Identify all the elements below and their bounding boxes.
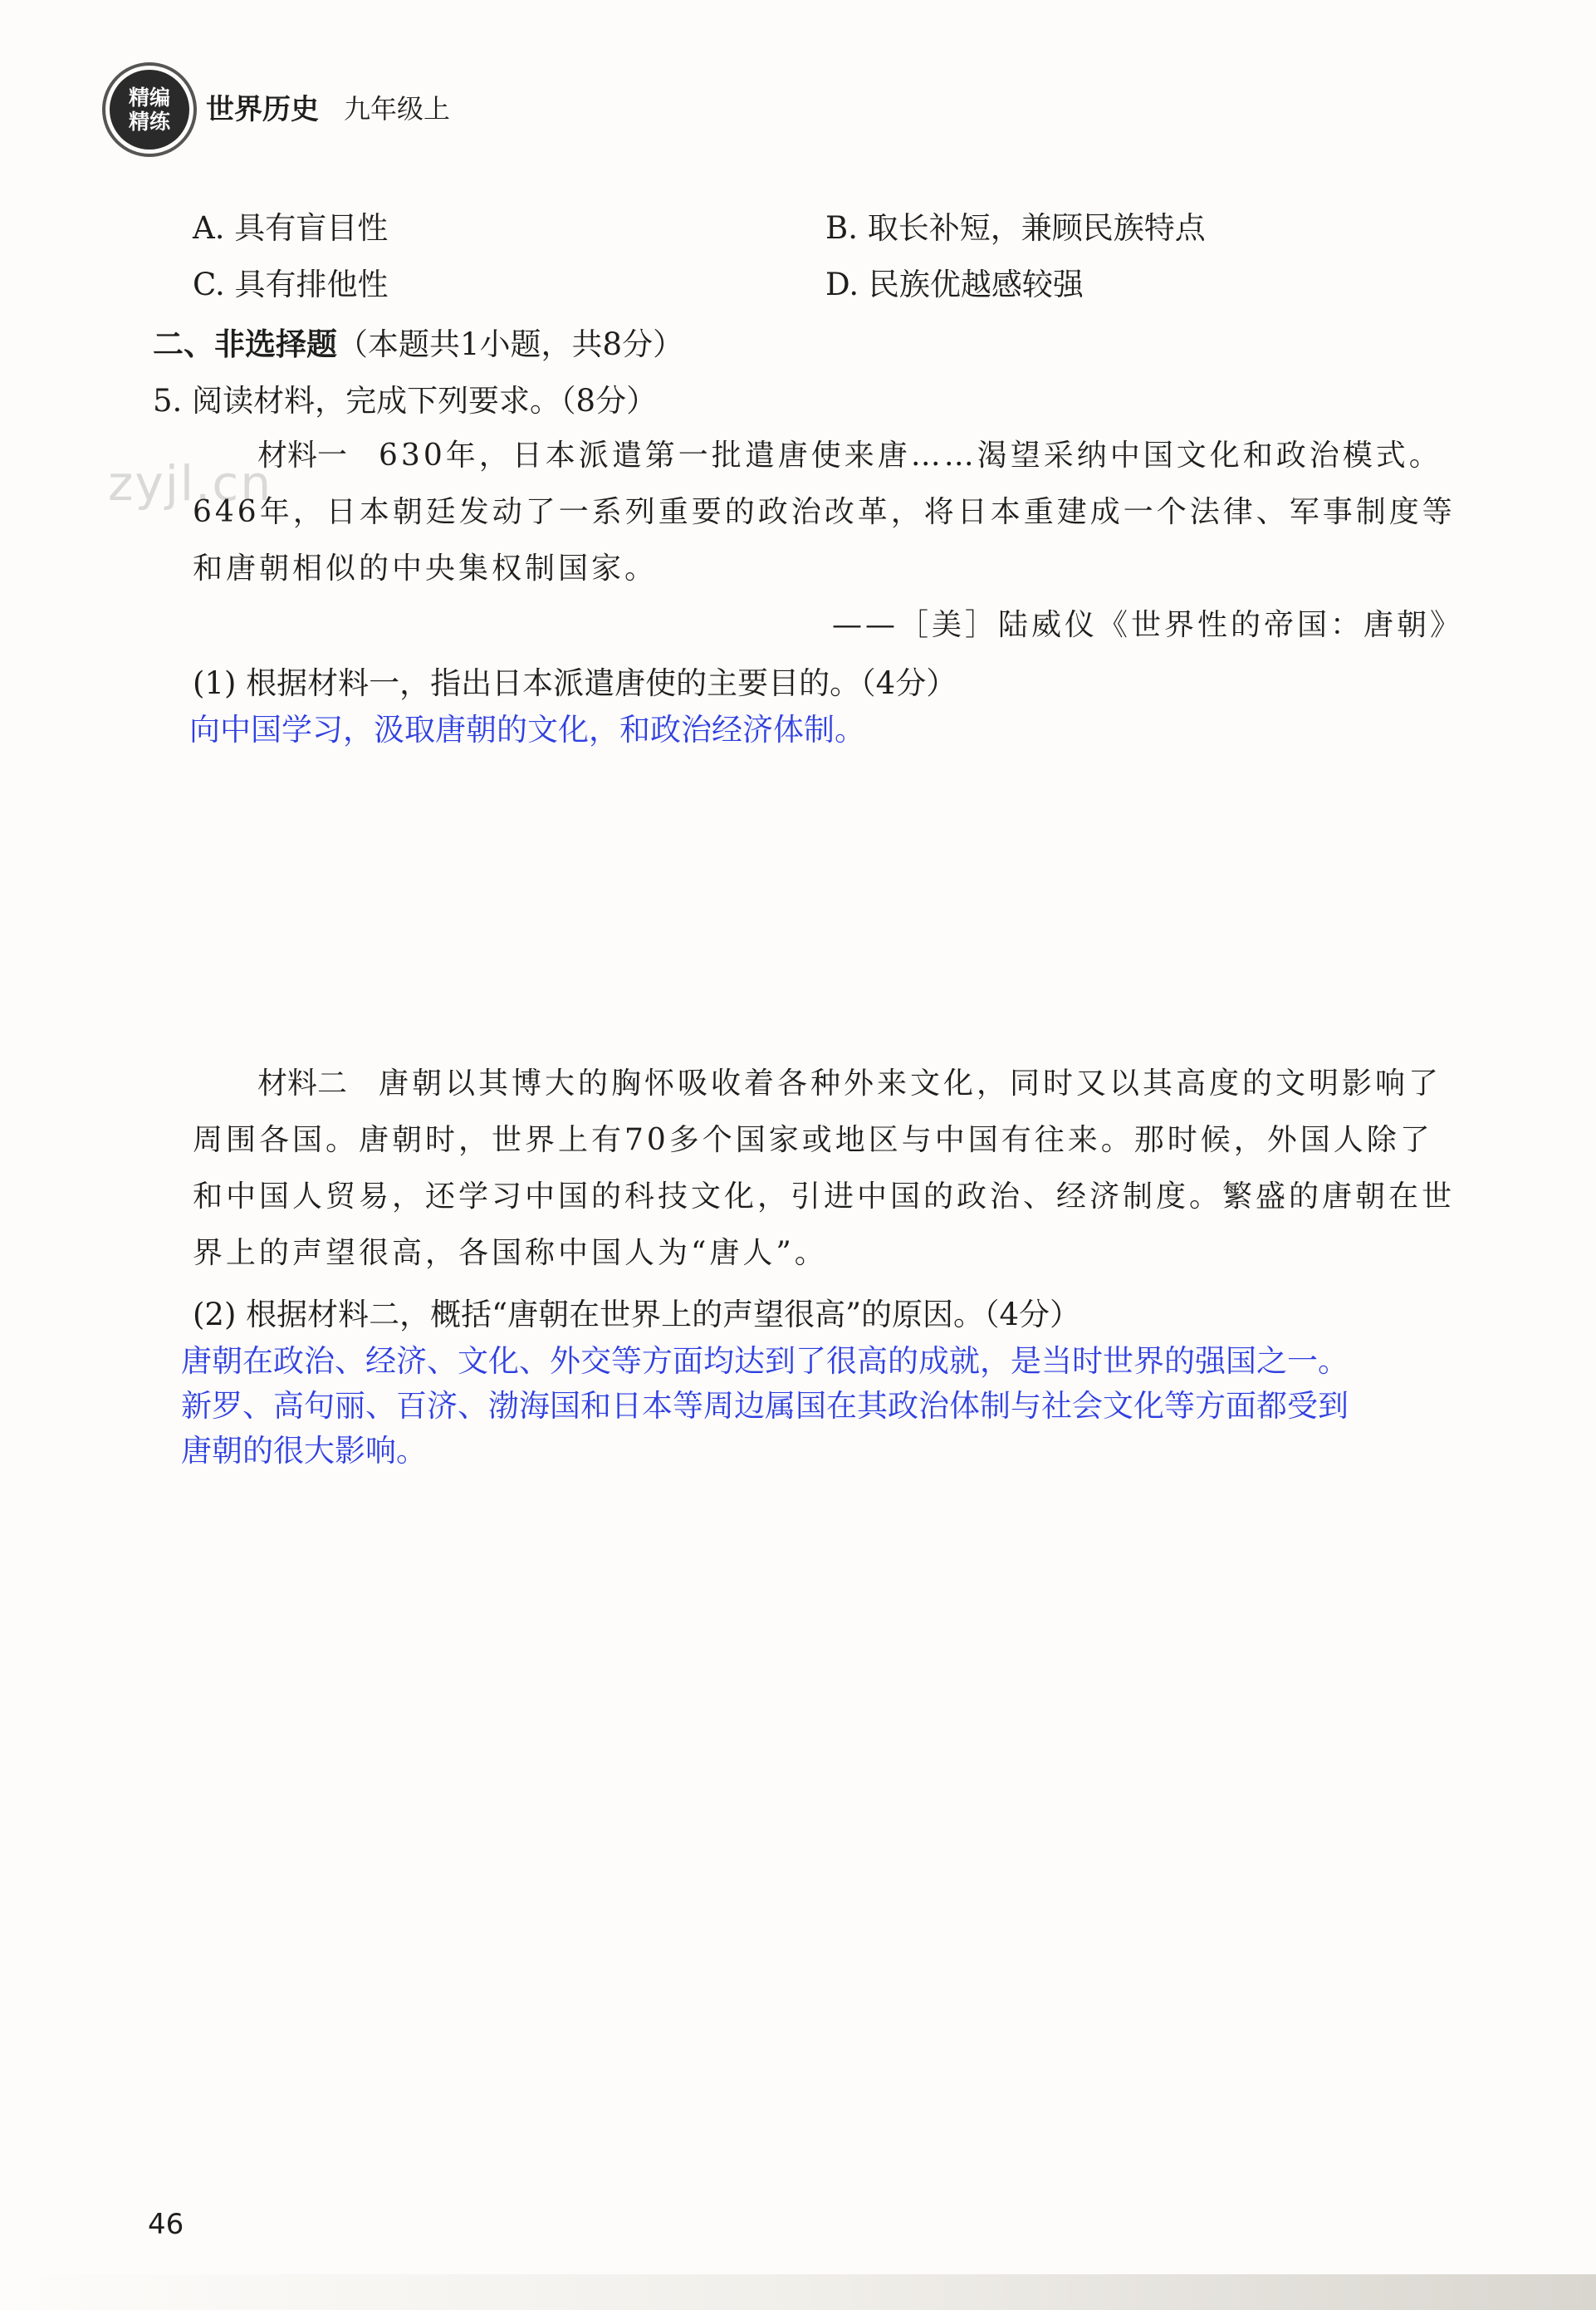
book-title: 世界历史 xyxy=(206,93,319,126)
book-grade: 九年级上 xyxy=(344,93,451,125)
sub-question-1: (1) 根据材料一，指出日本派遣唐使的主要目的。（4分） xyxy=(193,665,957,701)
section-title: 二、非选择题 xyxy=(153,326,337,362)
material2-line1 xyxy=(257,1060,1442,1102)
material1-label: 材料一 xyxy=(257,439,348,473)
answer-2-line1: 唐朝在政治、经济、文化、外交等方面均达到了很高的成就，是当时世界的强国之一。 xyxy=(181,1343,1349,1379)
option-b: B. 取长补短，兼顾民族特点 xyxy=(825,210,1206,246)
answer-2-line3: 唐朝的很大影响。 xyxy=(181,1433,427,1469)
option-a: A. 具有盲目性 xyxy=(193,210,389,246)
page-edge-shadow xyxy=(0,2274,1596,2310)
material2-label: 材料二 xyxy=(257,1067,348,1101)
material1-line1 xyxy=(257,432,1442,474)
logo-text-bottom: 精练 xyxy=(128,110,170,134)
material1-source: ——［美］陆威仪《世界性的帝国：唐朝》 xyxy=(831,608,1463,642)
question-5-stem: 5. 阅读材料，完成下列要求。（8分） xyxy=(153,383,658,419)
section-heading xyxy=(153,319,683,364)
answer-1: 向中国学习，汲取唐朝的文化，和政治经济体制。 xyxy=(189,712,865,748)
series-logo xyxy=(110,70,189,150)
section-note: （本题共1小题，共8分） xyxy=(337,326,684,362)
material1-line3: 和唐朝相似的中央集权制国家。 xyxy=(193,552,658,586)
option-c: C. 具有排他性 xyxy=(193,267,389,302)
page-number: 46 xyxy=(148,2208,184,2241)
material2-text1: 唐朝以其博大的胸怀吸收着各种外来文化，同时又以其高度的文明影响了 xyxy=(379,1067,1442,1101)
material2-line3: 和中国人贸易，还学习中国的科技文化，引进中国的政治、经济制度。繁盛的唐朝在世 xyxy=(193,1180,1456,1214)
sub-question-2: (2) 根据材料二，概括“唐朝在世界上的声望很高”的原因。（4分） xyxy=(193,1297,1081,1332)
material1-text1: 630年，日本派遣第一批遣唐使来唐……渴望采纳中国文化和政治模式。 xyxy=(379,439,1442,473)
material2-line2: 周围各国。唐朝时，世界上有70多个国家或地区与中国有往来。那时候，外国人除了 xyxy=(193,1123,1433,1157)
watermark: zyjl.cn xyxy=(108,455,273,512)
material1-line2: 646年，日本朝廷发动了一系列重要的政治改革，将日本重建成一个法律、军事制度等 xyxy=(193,495,1456,529)
option-d: D. 民族优越感较强 xyxy=(825,267,1084,302)
material2-line4: 界上的声望很高，各国称中国人为“唐人”。 xyxy=(193,1236,828,1270)
logo-text-top: 精编 xyxy=(128,86,170,110)
answer-2-line2: 新罗、高句丽、百济、渤海国和日本等周边属国在其政治体制与社会文化等方面都受到 xyxy=(181,1388,1349,1424)
